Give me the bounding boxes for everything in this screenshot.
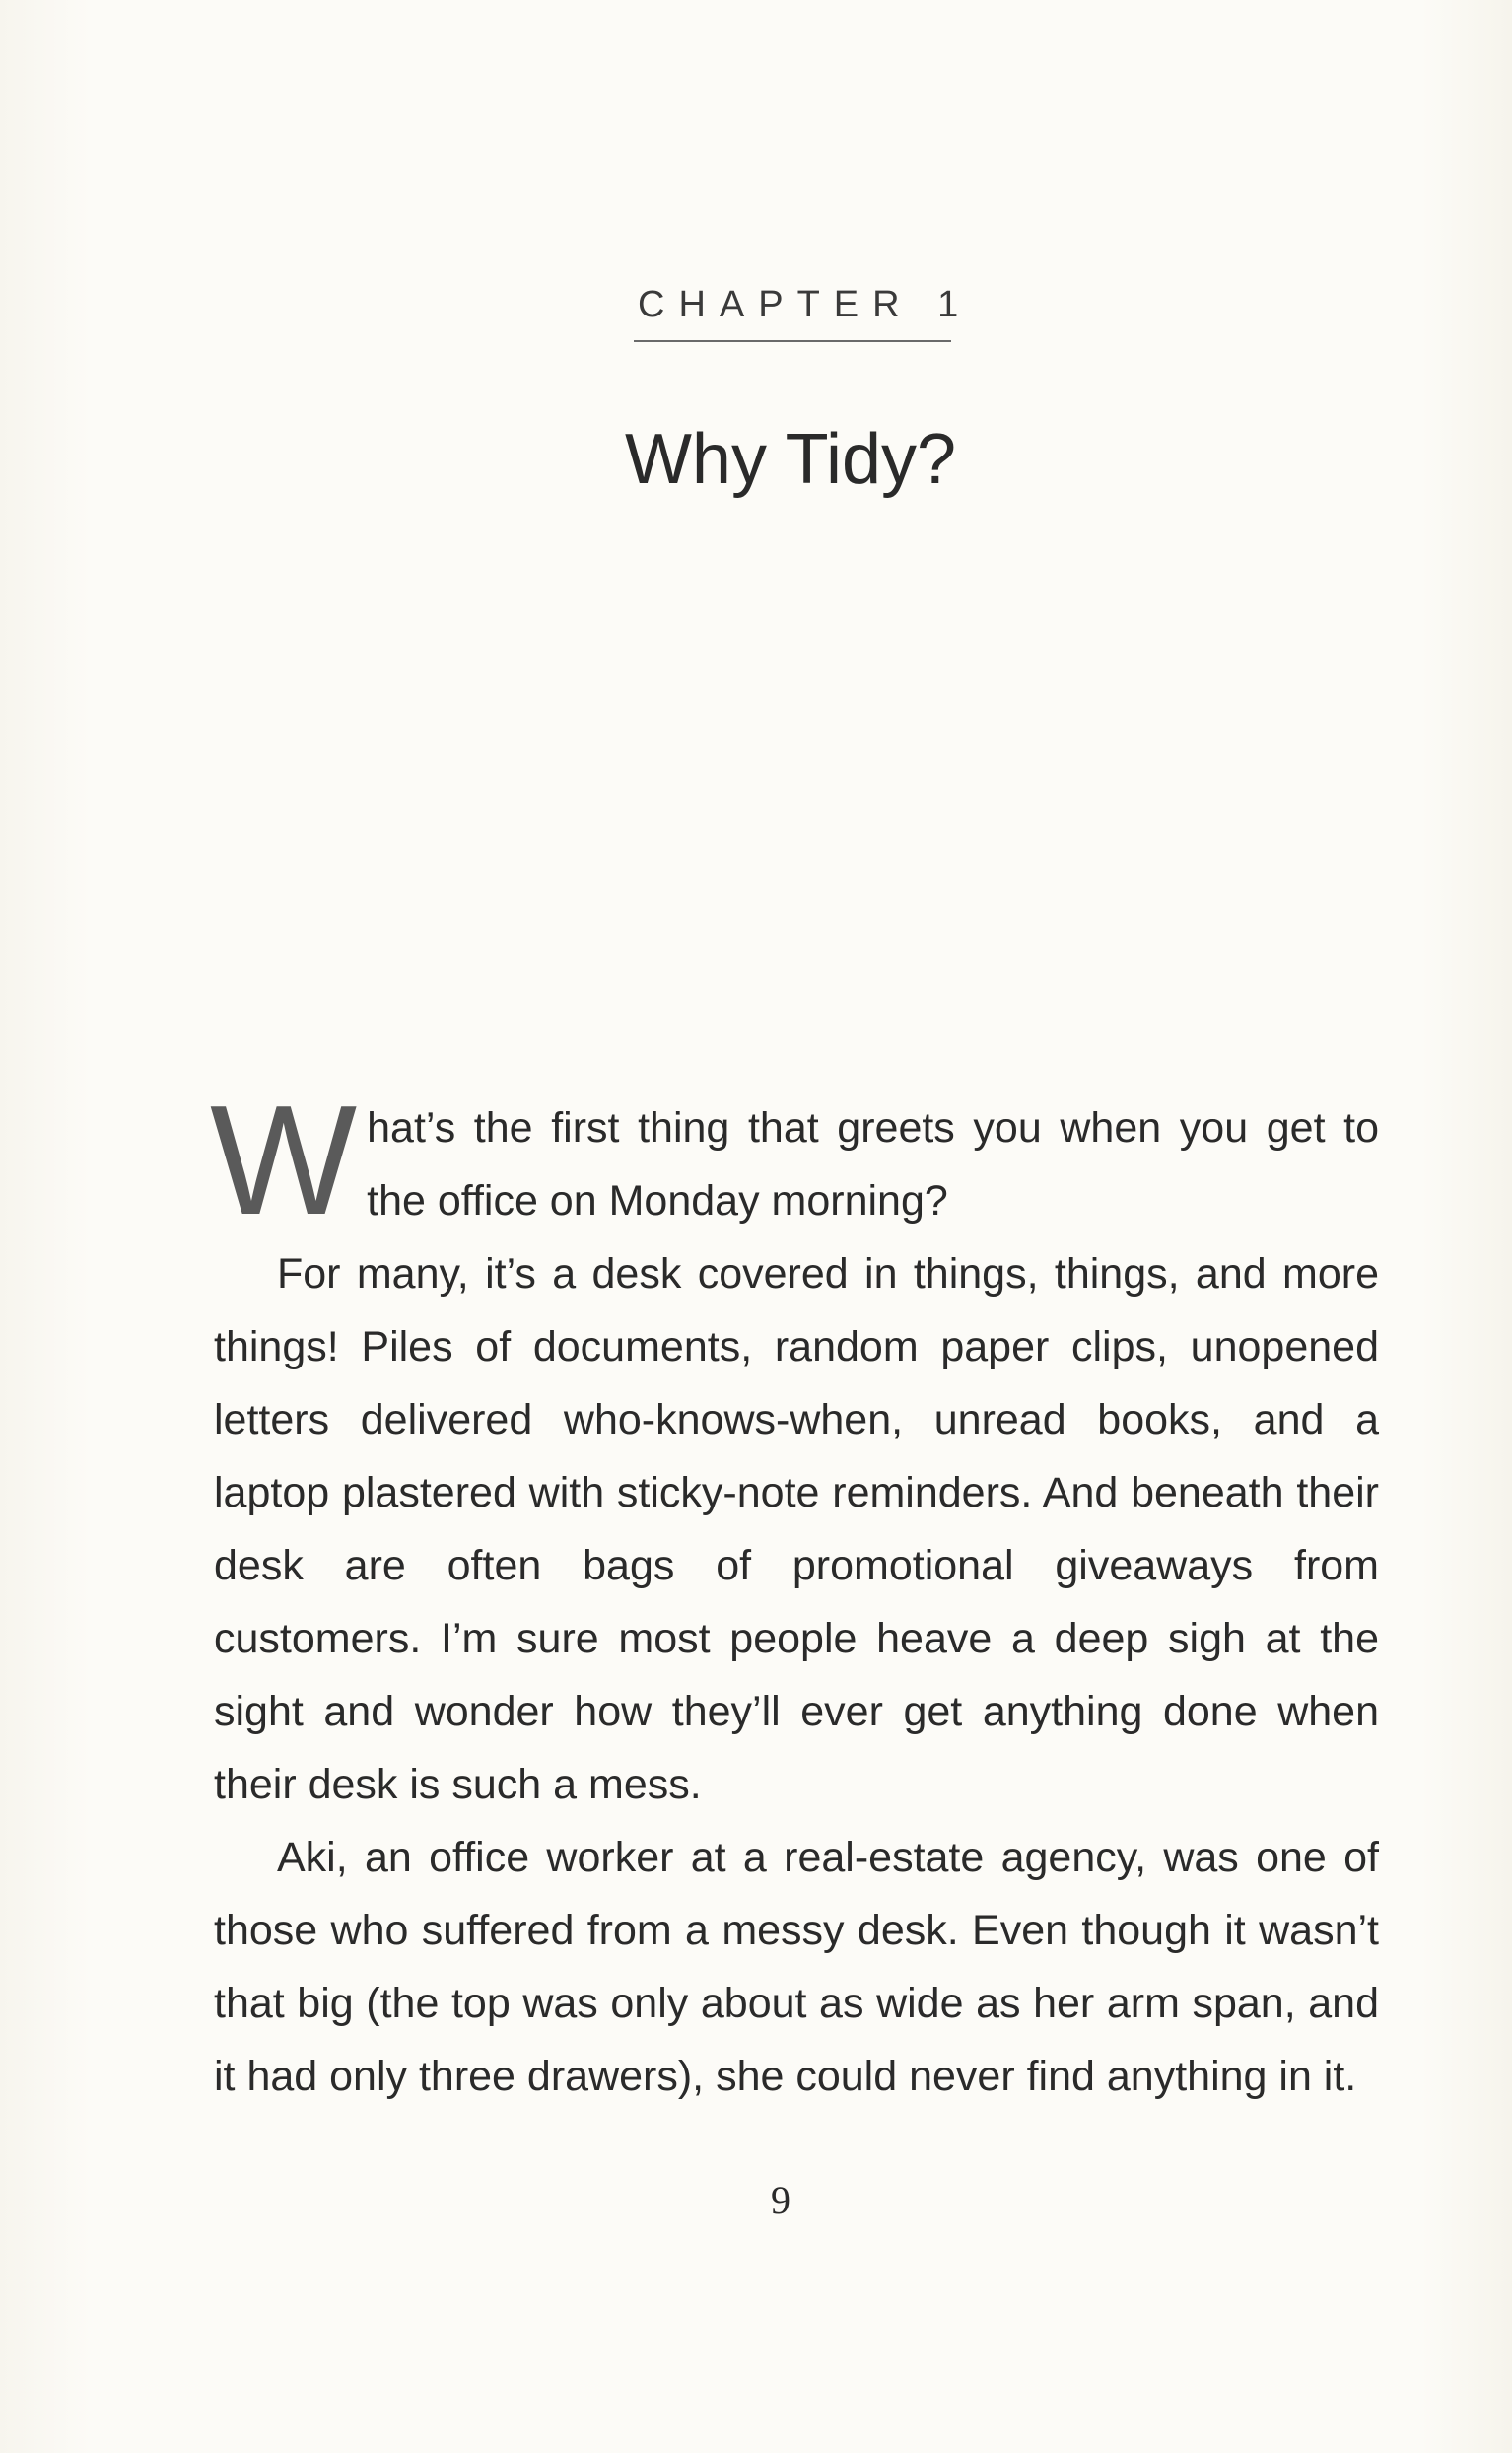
chapter-body bbox=[210, 1074, 1379, 2113]
chapter-label: CHAPTER 1 bbox=[638, 284, 973, 325]
paragraph: Aki, an office worker at a real-estate agency, was one of those who suffered from a messy desk. Even though it wasn’t that big (the top was only about as wide as her arm span, and it had only three drawers), she could never find anything in it. bbox=[214, 1834, 1379, 2100]
paragraph-opening-text: hat’s the first thing that greets you when you get to the office on Monday morning? bbox=[367, 1104, 1379, 1225]
chapter-title: Why Tidy? bbox=[624, 420, 957, 499]
chapter-rule-divider bbox=[634, 340, 951, 342]
drop-cap: W bbox=[210, 1074, 358, 1247]
paragraph: For many, it’s a desk covered in things, things, and more things! Piles of documents, random paper clips, unopened letters delivered who-knows-when, unread books, and a laptop plastered with sticky-note reminders. And beneath their desk are often bags of promotional giveaways from customers. I’m sure most people heave a deep sigh at the sight and wonder how they’ll ever get anything done when their desk is such a mess. bbox=[214, 1250, 1379, 1808]
paragraph-opening bbox=[210, 1074, 1379, 1247]
page-number: 9 bbox=[771, 2178, 790, 2222]
